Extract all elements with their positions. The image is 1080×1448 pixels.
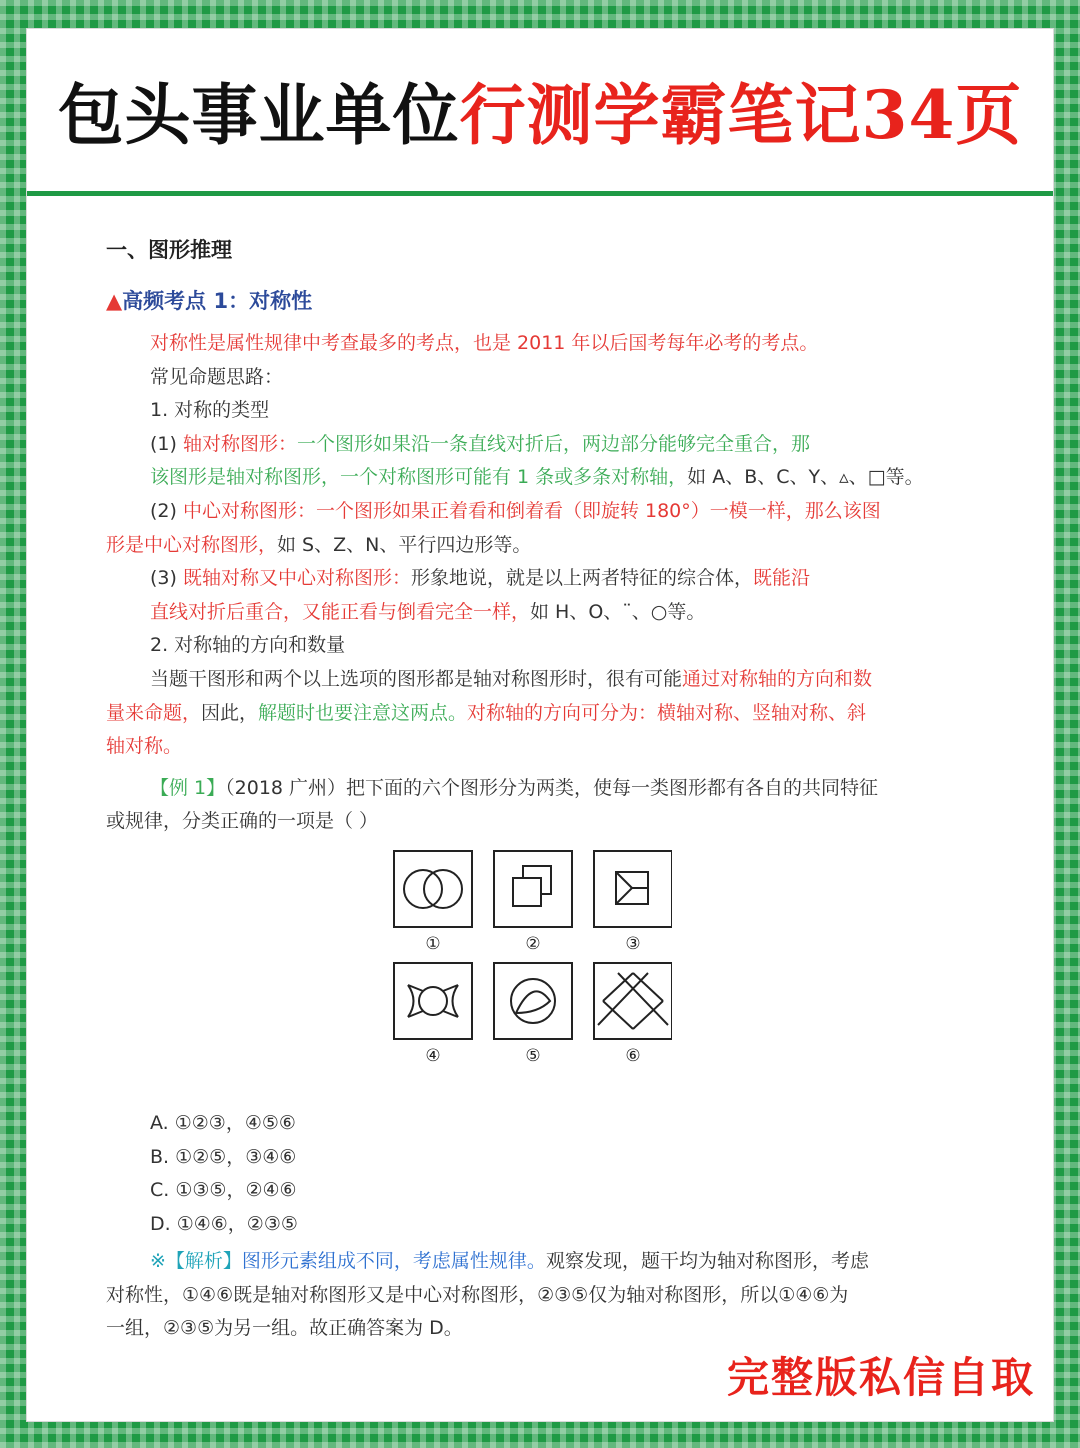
figure-2	[494, 851, 572, 927]
center-symmetry-text: 中心对称图形：一个图形如果正着看和倒着看（即旋转 180°）一模一样，那么该图	[182, 499, 881, 522]
direction-paragraph-line1	[106, 663, 948, 697]
analysis-highlight: 图形元素组成不同，考虑属性规律。	[241, 1250, 546, 1273]
both-symmetry-label: 既轴对称又中心对称图形：	[182, 567, 411, 590]
option-a: A. ①②③，④⑤⑥	[150, 1111, 296, 1134]
center-symmetry-text-2: 形是中心对称图形，	[106, 533, 278, 556]
example-tag: 【例 1】	[150, 776, 226, 799]
key-point-label: 高频考点 1：对称性	[122, 289, 313, 313]
footer-note: 完整版私信自取	[726, 1353, 1035, 1402]
direction-text-red-2: 量来命题，	[106, 701, 202, 724]
document-content	[106, 235, 948, 1346]
direction-paragraph-line3: 轴对称。	[106, 735, 183, 758]
header-divider	[27, 191, 1053, 196]
intro-paragraph: 对称性是属性规律中考查最多的考点，也是 2011 年以后国考每年必考的考点。	[150, 332, 819, 354]
axis-symmetry-examples: 如 A、B、C、Y、▵、□等。	[687, 466, 924, 489]
option-d: D. ①④⑥，②③⑤	[150, 1212, 298, 1235]
analysis-line2: 对称性，①④⑥既是轴对称图形又是中心对称图形，②③⑤仅为轴对称图形，所以①④⑥为	[106, 1283, 849, 1306]
option-b: B. ①②⑤，③④⑥	[150, 1145, 297, 1168]
analysis-block	[106, 1245, 948, 1346]
figure-label: ④	[425, 1045, 441, 1066]
item-number: (3)	[150, 567, 177, 590]
item-number: (2)	[150, 499, 177, 522]
direction-text-2: 因此，	[201, 701, 259, 724]
types-heading: 1. 对称的类型	[150, 399, 270, 422]
example-text: （2018 广州）把下面的六个图形分为两类，使每一类图形都有各自的共同特征	[225, 776, 879, 799]
figure-label: ②	[525, 933, 541, 954]
figure-1	[394, 851, 472, 927]
example-line1	[106, 772, 948, 806]
center-symmetry-examples: 如 S、Z、N、平行四边形等。	[277, 533, 532, 556]
common-ideas-label: 常见命题思路：	[150, 365, 284, 388]
figure-label: ①	[425, 933, 441, 954]
direction-text-green: 解题时也要注意这两点。	[258, 701, 468, 724]
axis-symmetry-text: 一个图形如果沿一条直线对折后，两边部分能够完全重合，那	[296, 432, 810, 455]
axis-direction-heading: 2. 对称轴的方向和数量	[150, 634, 346, 657]
both-symmetry-text: 形象地说，就是以上两者特征的综合体，	[410, 567, 753, 590]
figure-grid-svg	[392, 849, 672, 1079]
section-title: 一、图形推理	[106, 238, 232, 262]
axis-symmetry-line2	[106, 461, 948, 495]
both-symmetry-examples: 如 H、O、¨、○等。	[530, 600, 706, 623]
direction-paragraph-line2	[106, 697, 948, 731]
header-title-black: 包头事业单位	[57, 75, 460, 154]
header-title-red: 行测学霸笔记34页	[459, 75, 1023, 154]
option-c: C. ①③⑤，②④⑥	[150, 1179, 297, 1202]
figure-5	[494, 963, 572, 1039]
analysis-line1	[106, 1245, 948, 1279]
both-symmetry-text-2: 直线对折后重合，又能正看与倒看完全一样，	[150, 600, 531, 623]
direction-text: 当题干图形和两个以上选项的图形都是轴对称图形时，很有可能	[150, 667, 683, 690]
figure-label: ③	[625, 933, 641, 954]
analysis-text: 观察发现，题干均为轴对称图形，考虑	[545, 1250, 869, 1273]
both-symmetry-line2	[106, 596, 948, 630]
direction-text-red-3: 对称轴的方向可分为：横轴对称、竖轴对称、斜	[467, 701, 867, 724]
direction-text-red: 通过对称轴的方向和数	[682, 667, 873, 690]
both-symmetry-text-red: 既能沿	[753, 567, 811, 590]
figure-grid	[106, 849, 948, 1089]
figure-4	[394, 963, 472, 1039]
axis-symmetry-text-2: 该图形是轴对称图形，一个对称图形可能有 1 条或多条对称轴，	[150, 466, 688, 489]
axis-symmetry-label: 轴对称图形：	[182, 432, 297, 455]
axis-symmetry-line1	[106, 428, 948, 462]
figure-6	[594, 963, 672, 1039]
page-header	[27, 29, 1053, 189]
item-number: (1)	[150, 432, 177, 455]
analysis-tag: ※【解析】	[150, 1250, 242, 1273]
analysis-line3: 一组，②③⑤为另一组。故正确答案为 D。	[106, 1317, 463, 1340]
figure-3	[594, 851, 672, 927]
example-line2: 或规律，分类正确的一项是（ ）	[106, 810, 379, 833]
center-symmetry-line1	[106, 495, 948, 529]
figure-label: ⑥	[625, 1045, 641, 1066]
key-point-title	[106, 285, 948, 317]
figure-label: ⑤	[525, 1045, 541, 1066]
document-page	[26, 28, 1054, 1422]
both-symmetry-line1	[106, 562, 948, 596]
center-symmetry-line2	[106, 529, 948, 563]
triangle-icon: ▲	[106, 289, 123, 313]
answer-options	[106, 1107, 948, 1241]
